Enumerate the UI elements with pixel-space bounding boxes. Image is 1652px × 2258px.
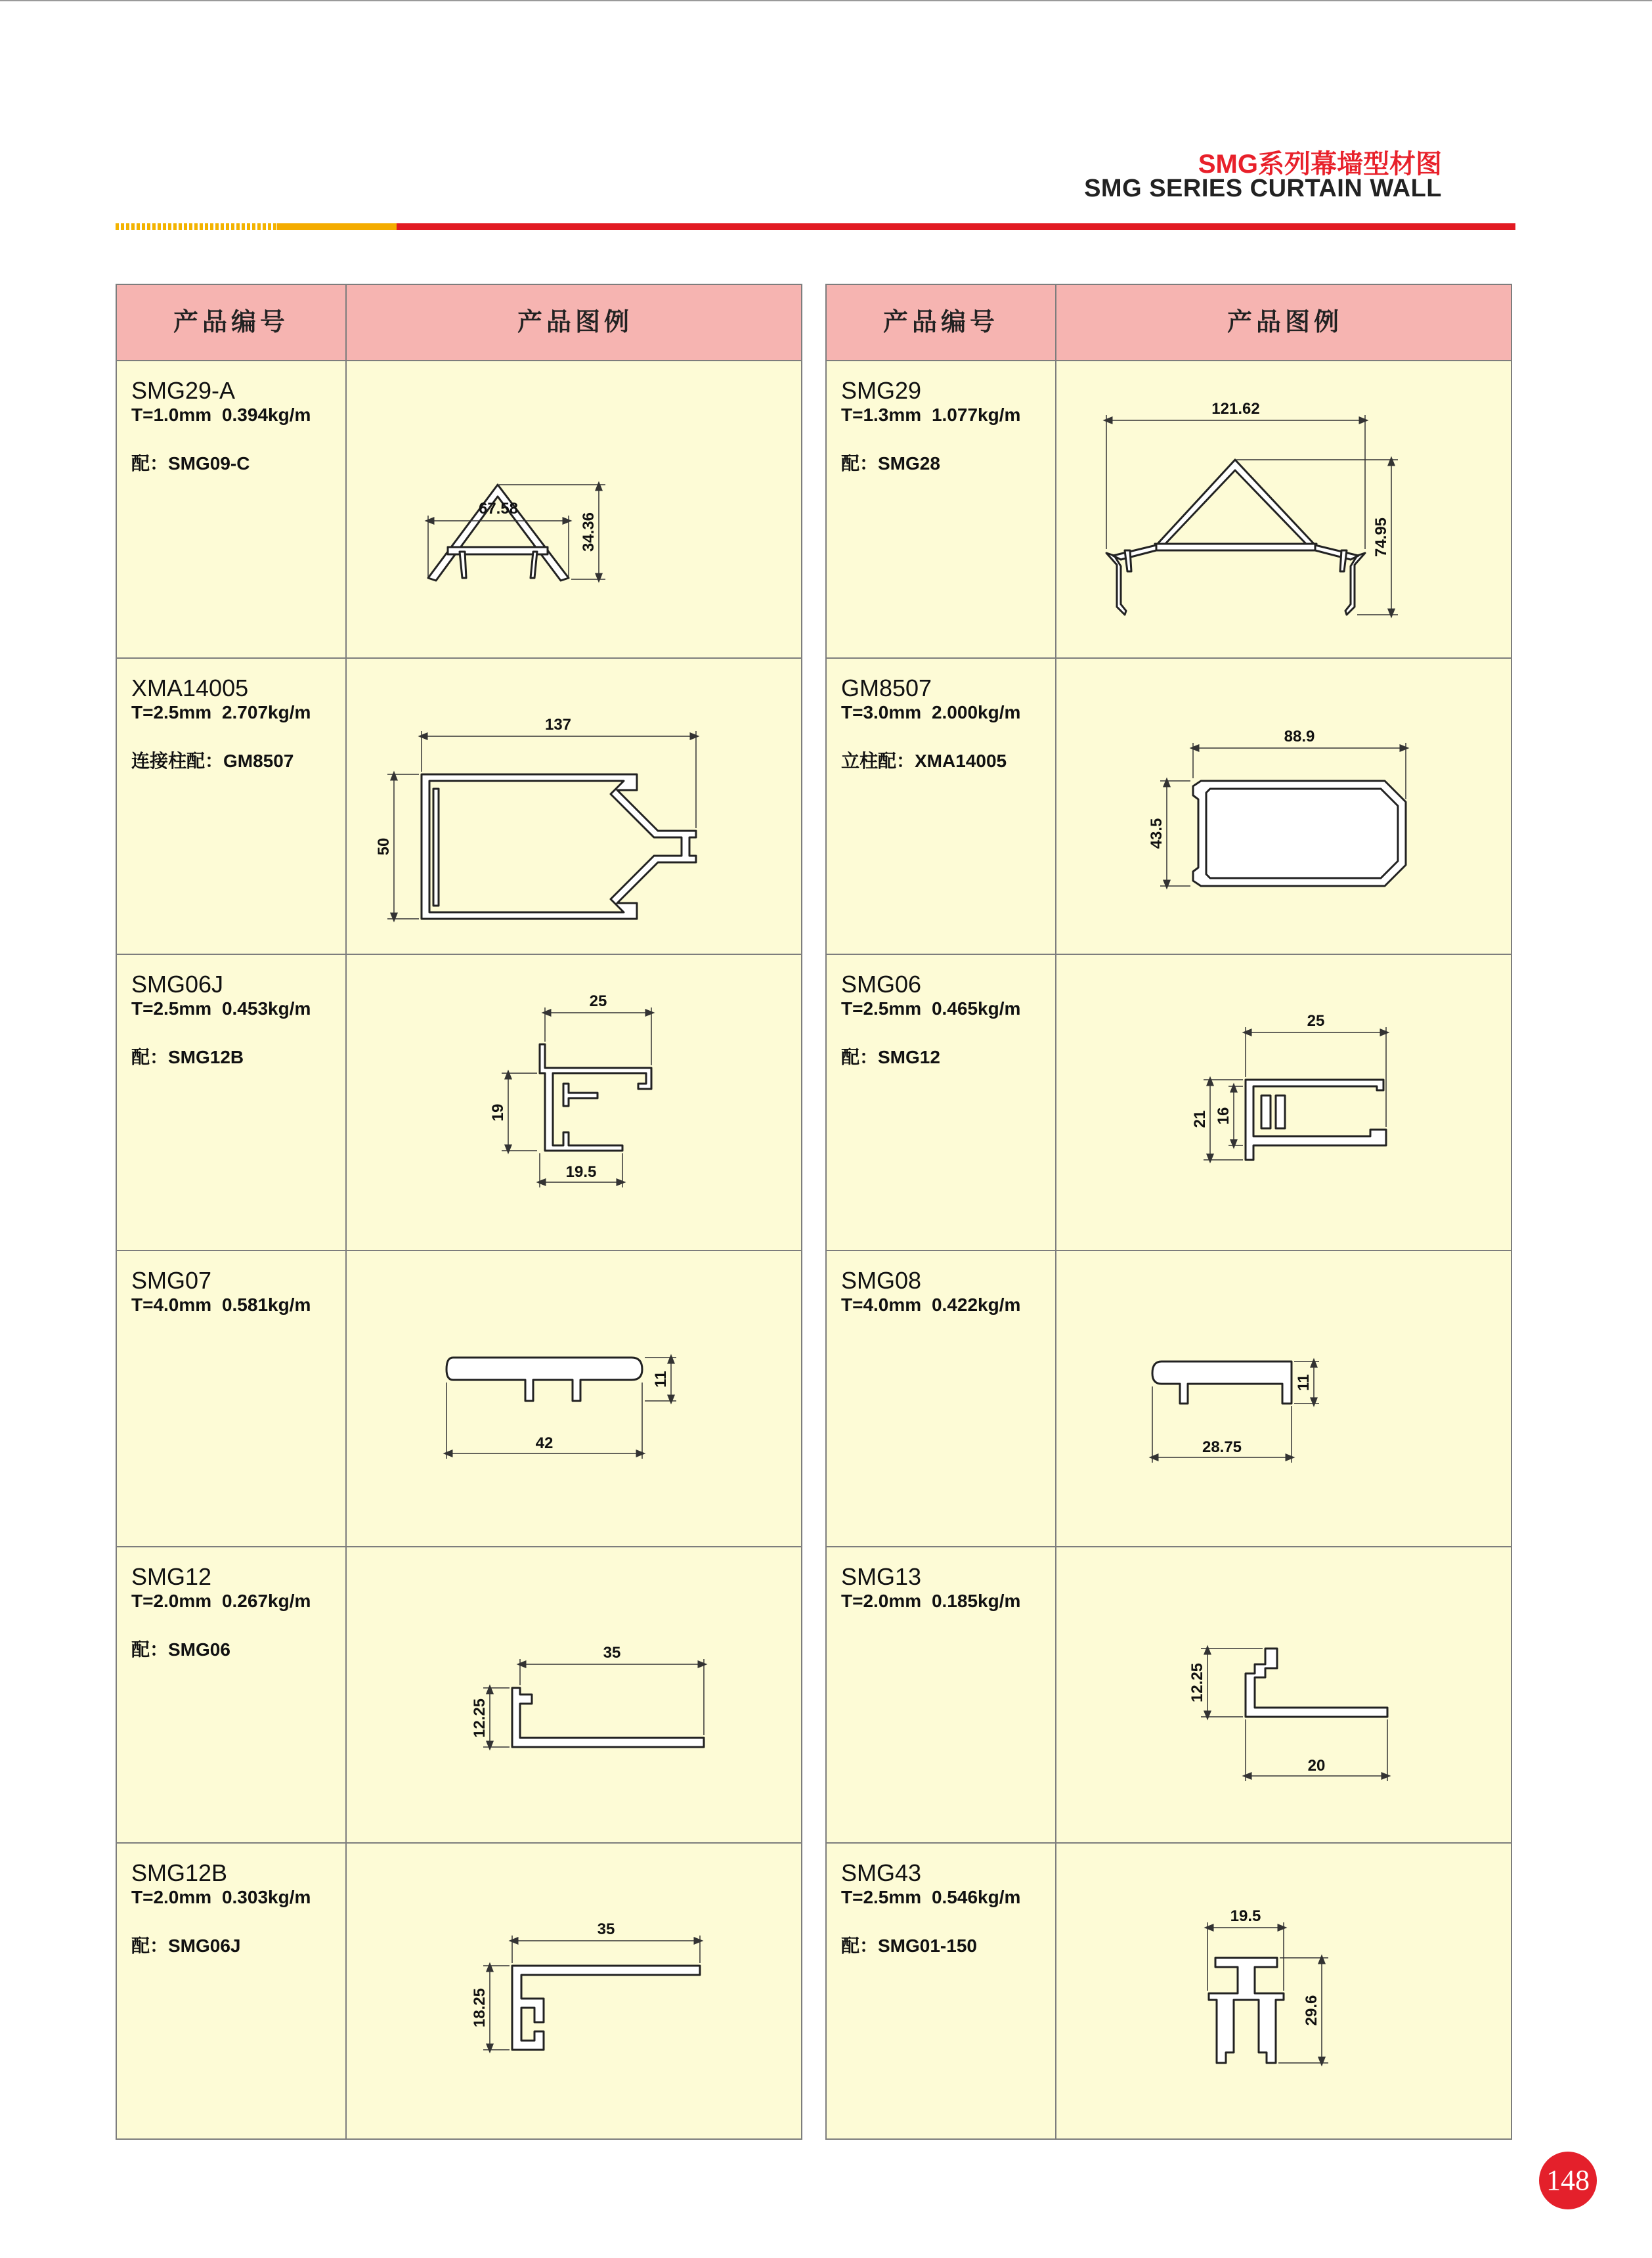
header-band-orange	[277, 223, 397, 230]
page-number: 148	[1539, 2152, 1597, 2209]
profile-drawing	[348, 1547, 801, 1844]
dimension-label: 137	[544, 716, 572, 734]
profile-drawing	[348, 1251, 801, 1547]
product-pairing: 配：SMG09-C	[131, 453, 250, 474]
dimension-label: 18.25	[471, 1987, 489, 2028]
product-code: GM8507	[841, 675, 932, 701]
product-spec: T=4.0mm 0.422kg/m	[841, 1295, 1021, 1315]
product-spec: T=2.0mm 0.267kg/m	[131, 1591, 311, 1611]
profile-drawing	[348, 1844, 801, 2140]
dimension-label: 19.5	[1230, 1907, 1261, 1925]
dimension-label: 67.58	[478, 500, 519, 518]
product-pairing: 配：SMG01-150	[841, 1936, 977, 1956]
product-pairing: 连接柱配：GM8507	[131, 751, 294, 771]
dimension-label: 21	[1191, 1110, 1209, 1128]
header-band-red	[397, 223, 1515, 230]
dimension-label: 42	[535, 1434, 554, 1452]
table-header	[117, 285, 801, 361]
product-pairing: 配：SMG12B	[131, 1047, 244, 1067]
product-code: XMA14005	[131, 675, 249, 701]
header-product-figure: 产品图例	[1055, 285, 1513, 360]
product-spec: T=4.0mm 0.581kg/m	[131, 1295, 311, 1315]
dimension-label: 25	[1307, 1012, 1325, 1030]
product-code: SMG08	[841, 1267, 922, 1294]
dimension-label: 16	[1215, 1107, 1232, 1125]
dimension-label: 11	[1295, 1374, 1313, 1391]
product-spec: T=2.5mm 0.453kg/m	[131, 998, 311, 1019]
product-spec: T=2.5mm 0.465kg/m	[841, 998, 1021, 1019]
header-product-code: 产品编号	[173, 309, 289, 336]
header-title-cn: SMG系列幕墙型材图	[1198, 150, 1442, 179]
product-row	[827, 1250, 1511, 1547]
product-table-left	[116, 284, 802, 2140]
product-row	[117, 657, 801, 955]
header-product-code: 产品编号	[882, 309, 999, 336]
dimension-label: 12.25	[1188, 1662, 1206, 1703]
product-row	[117, 1842, 801, 2140]
dimension-label: 19	[489, 1103, 507, 1122]
product-pairing: 配：SMG06J	[131, 1936, 241, 1956]
product-code: SMG13	[841, 1563, 922, 1590]
product-table-right	[825, 284, 1512, 2140]
dimension-label: 25	[589, 992, 607, 1010]
product-code: SMG29-A	[131, 377, 236, 404]
product-spec: T=2.0mm 0.185kg/m	[841, 1591, 1021, 1611]
dimension-label: 28.75	[1202, 1438, 1242, 1456]
product-code: SMG06J	[131, 971, 224, 998]
dimension-label: 35	[597, 1920, 615, 1938]
dimension-label: 11	[652, 1371, 670, 1388]
table-header	[827, 285, 1511, 361]
dimension-label: 20	[1307, 1757, 1326, 1775]
profile-drawing	[1058, 1251, 1511, 1547]
product-spec: T=3.0mm 2.000kg/m	[841, 702, 1021, 722]
product-row	[827, 1842, 1511, 2140]
product-spec: T=2.5mm 2.707kg/m	[131, 702, 311, 722]
product-row	[827, 657, 1511, 955]
dimension-label: 35	[603, 1644, 621, 1662]
product-pairing: 立柱配：XMA14005	[841, 751, 1007, 771]
dimension-label: 74.95	[1372, 517, 1390, 558]
profile-drawing	[1058, 1547, 1511, 1844]
product-code: SMG12B	[131, 1859, 228, 1886]
profile-drawing	[1058, 361, 1511, 657]
dimension-label: 43.5	[1148, 818, 1165, 849]
product-pairing: 配：SMG06	[131, 1639, 230, 1660]
profile-drawing	[348, 361, 801, 657]
product-pairing: 配：SMG28	[841, 453, 940, 474]
product-spec: T=1.0mm 0.394kg/m	[131, 405, 311, 425]
product-spec: T=2.0mm 0.303kg/m	[131, 1887, 311, 1907]
product-code: SMG29	[841, 377, 922, 404]
product-code: SMG43	[841, 1859, 922, 1886]
product-row	[117, 361, 801, 657]
product-row	[117, 1250, 801, 1547]
product-spec: T=2.5mm 0.546kg/m	[841, 1887, 1021, 1907]
product-row	[827, 361, 1511, 657]
product-row	[827, 1546, 1511, 1844]
product-code: SMG07	[131, 1267, 212, 1294]
profile-drawing	[1058, 955, 1511, 1251]
dimension-label: 29.6	[1303, 1995, 1320, 2026]
dimension-label: 34.36	[580, 512, 598, 552]
product-pairing: 配：SMG12	[841, 1047, 940, 1067]
product-code: SMG06	[841, 971, 922, 998]
dimension-label: 121.62	[1211, 400, 1260, 418]
profile-drawing	[348, 659, 801, 955]
top-rule	[0, 0, 1652, 1]
profile-drawing	[1058, 1844, 1511, 2140]
header-title-en: SMG SERIES CURTAIN WALL	[1084, 175, 1442, 202]
product-row	[117, 1546, 801, 1844]
dimension-label: 19.5	[565, 1163, 597, 1181]
product-row	[827, 954, 1511, 1251]
header-product-figure: 产品图例	[345, 285, 804, 360]
product-spec: T=1.3mm 1.077kg/m	[841, 405, 1021, 425]
header-band-dashed	[116, 223, 277, 230]
profile-drawing	[348, 955, 801, 1251]
dimension-label: 88.9	[1284, 728, 1315, 745]
product-code: SMG12	[131, 1563, 212, 1590]
product-row	[117, 954, 801, 1251]
dimension-label: 12.25	[471, 1698, 489, 1738]
profile-drawing	[1058, 659, 1511, 955]
dimension-label: 50	[375, 837, 393, 856]
